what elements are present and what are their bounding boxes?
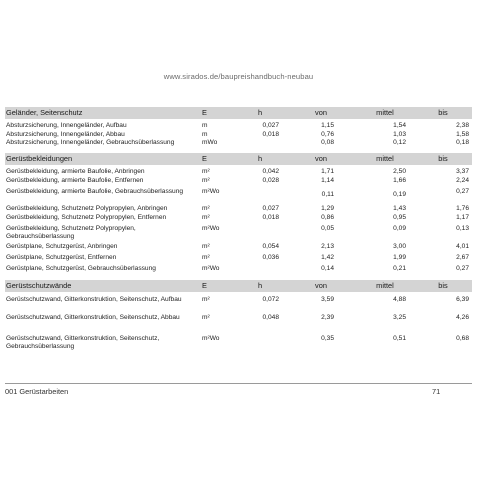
row-name: Gerüstbekleidung, armierte Baufolie, Anbringen xyxy=(6,167,145,175)
table-row xyxy=(5,177,472,188)
row-bis: 4,26 xyxy=(456,313,469,321)
row-h: 0,027 xyxy=(262,204,279,212)
table-row xyxy=(5,131,472,140)
row-name: Gerüstschutzwand, Gitterkonstruktion, Seitenschutz, Gebrauchsüberlassung xyxy=(6,334,160,350)
footer-chapter: 001 Gerüstarbeiten xyxy=(5,387,69,396)
table-row xyxy=(5,122,472,131)
table-row xyxy=(5,314,472,335)
col-bis: bis xyxy=(438,153,448,163)
table-row xyxy=(5,335,472,353)
row-von: 1,42 xyxy=(321,253,334,261)
row-mittel: 2,50 xyxy=(393,167,406,175)
row-bis: 0,18 xyxy=(456,139,469,146)
col-unit: E xyxy=(202,280,207,290)
section-title: Gerüstbekleidungen xyxy=(6,153,73,163)
row-name: Absturzsicherung, Innengeländer, Abbau xyxy=(6,130,125,138)
section-title: Geländer, Seitenschutz xyxy=(6,108,83,117)
row-mittel: 1,54 xyxy=(393,122,406,129)
row-unit: m² xyxy=(202,204,210,212)
row-von: 0,08 xyxy=(321,139,334,146)
table-row xyxy=(5,214,472,225)
section-header-geruestbekleidungen xyxy=(5,153,472,165)
row-name: Gerüstbekleidung, armierte Baufolie, Entfernen xyxy=(6,176,144,184)
row-h: 0,027 xyxy=(262,122,279,129)
table-row xyxy=(5,296,472,314)
row-unit: m² xyxy=(202,313,210,321)
col-von: von xyxy=(315,108,327,117)
row-mittel: 1,03 xyxy=(393,130,406,138)
row-name: Absturzsicherung, Innengeländer, Aufbau xyxy=(6,122,127,129)
row-unit: m² xyxy=(202,213,210,221)
row-name: Gerüstbekleidung, armierte Baufolie, Gebrauchsüberlassung xyxy=(6,187,184,195)
row-name: Gerüstplane, Schutzgerüst, Anbringen xyxy=(6,242,118,250)
row-name: Absturzsicherung, Innengeländer, Gebrauchsüberlassung xyxy=(6,139,175,146)
row-mittel: 4,88 xyxy=(393,295,406,303)
row-bis: 0,27 xyxy=(456,264,469,272)
row-mittel: 0,19 xyxy=(393,190,406,198)
row-von: 1,14 xyxy=(321,176,334,184)
col-h: h xyxy=(257,108,263,117)
table-row xyxy=(5,205,472,214)
row-bis: 3,37 xyxy=(456,167,469,175)
row-bis: 0,13 xyxy=(456,224,469,232)
row-unit: m²Wo xyxy=(202,334,220,342)
table-row xyxy=(5,225,472,243)
row-bis: 2,24 xyxy=(456,176,469,184)
table-row xyxy=(5,243,472,254)
row-bis: 1,76 xyxy=(456,204,469,212)
row-von: 0,35 xyxy=(321,334,334,342)
row-unit: m²Wo xyxy=(202,187,220,195)
col-von: von xyxy=(315,280,327,290)
col-h: h xyxy=(257,280,263,290)
row-unit: m² xyxy=(202,253,210,261)
row-mittel: 0,21 xyxy=(393,264,406,272)
price-table xyxy=(5,107,472,353)
table-row xyxy=(5,265,472,274)
row-name: Gerüstbekleidung, Schutznetz Polypropylen, Gebrauchsüberlassung xyxy=(6,224,136,240)
row-h: 0,042 xyxy=(262,167,279,175)
row-mittel: 1,43 xyxy=(393,204,406,212)
row-bis: 1,17 xyxy=(456,213,469,221)
section-header-gelaender xyxy=(5,107,472,119)
row-h: 0,048 xyxy=(262,313,279,321)
row-mittel: 0,12 xyxy=(393,139,406,146)
row-unit: m xyxy=(202,130,208,138)
row-mittel: 3,25 xyxy=(393,313,406,321)
col-bis: bis xyxy=(438,108,448,117)
row-bis: 4,01 xyxy=(456,242,469,250)
col-unit: E xyxy=(202,153,207,163)
row-name: Gerüstbekleidung, Schutznetz Polypropylen, Entfernen xyxy=(6,213,167,221)
row-name: Gerüstschutzwand, Gitterkonstruktion, Seitenschutz, Abbau xyxy=(6,313,180,321)
row-bis: 0,27 xyxy=(456,187,469,195)
section-header-geruestschutzwaende xyxy=(5,280,472,292)
col-mittel: mittel xyxy=(376,108,394,117)
row-von: 0,86 xyxy=(321,213,334,221)
row-mittel: 1,66 xyxy=(393,176,406,184)
col-h: h xyxy=(257,153,263,163)
row-bis: 6,39 xyxy=(456,295,469,303)
row-h: 0,072 xyxy=(262,295,279,303)
table-row xyxy=(5,188,472,205)
row-unit: m²Wo xyxy=(202,224,220,232)
row-bis: 1,58 xyxy=(456,130,469,138)
row-name: Gerüstplane, Schutzgerüst, Entfernen xyxy=(6,253,117,261)
row-h: 0,028 xyxy=(262,176,279,184)
footer-divider xyxy=(5,383,472,384)
row-mittel: 0,51 xyxy=(393,334,406,342)
col-von: von xyxy=(315,153,327,163)
row-h: 0,036 xyxy=(262,253,279,261)
row-von: 3,59 xyxy=(321,295,334,303)
page-number: 71 xyxy=(432,387,441,396)
row-von: 1,71 xyxy=(321,167,334,175)
row-bis: 2,38 xyxy=(456,122,469,129)
row-von: 2,13 xyxy=(321,242,334,250)
col-bis: bis xyxy=(438,280,448,290)
row-mittel: 3,00 xyxy=(393,242,406,250)
row-unit: m² xyxy=(202,167,210,175)
row-unit: m² xyxy=(202,242,210,250)
row-h: 0,054 xyxy=(262,242,279,250)
row-unit: mWo xyxy=(202,139,218,146)
row-mittel: 0,09 xyxy=(393,224,406,232)
row-unit: m² xyxy=(202,295,210,303)
row-von: 1,29 xyxy=(321,204,334,212)
row-von: 2,39 xyxy=(321,313,334,321)
row-von: 1,15 xyxy=(321,122,334,129)
row-name: Gerüstschutzwand, Gitterkonstruktion, Seitenschutz, Aufbau xyxy=(6,295,182,303)
row-unit: m xyxy=(202,122,208,129)
col-unit: E xyxy=(202,108,207,117)
watermark-url: www.sirados.de/baupreishandbuch-neubau xyxy=(163,72,314,81)
col-mittel: mittel xyxy=(376,153,394,163)
row-name: Gerüstbekleidung, Schutznetz Polypropylen, Anbringen xyxy=(6,204,168,212)
row-h: 0,018 xyxy=(262,130,279,138)
row-von: 0,76 xyxy=(321,130,334,138)
row-bis: 2,67 xyxy=(456,253,469,261)
table-row xyxy=(5,254,472,265)
table-row xyxy=(5,139,472,148)
row-name: Gerüstplane, Schutzgerüst, Gebrauchsüberlassung xyxy=(6,264,156,272)
row-von: 0,14 xyxy=(321,264,334,272)
col-mittel: mittel xyxy=(376,280,394,290)
row-mittel: 0,95 xyxy=(393,213,406,221)
row-h: 0,018 xyxy=(262,213,279,221)
table-row xyxy=(5,168,472,177)
row-unit: m²Wo xyxy=(202,264,220,272)
row-unit: m² xyxy=(202,176,210,184)
row-von: 0,11 xyxy=(321,190,334,198)
row-mittel: 1,99 xyxy=(393,253,406,261)
section-title: Gerüstschutzwände xyxy=(6,280,72,290)
row-bis: 0,68 xyxy=(456,334,469,342)
row-von: 0,05 xyxy=(321,224,334,232)
